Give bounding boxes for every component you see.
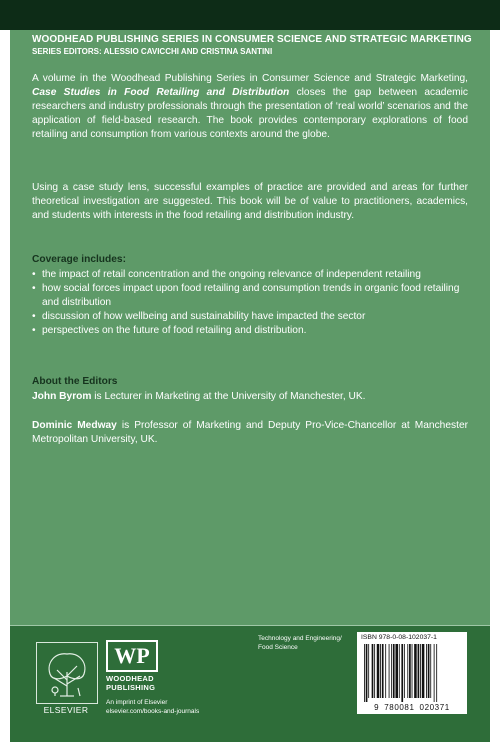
barcode-bar [422, 644, 425, 698]
coverage-item: • discussion of how wellbeing and sustainability have impacted the sector [32, 310, 468, 324]
coverage-item: • perspectives on the future of food retailing and distribution. [32, 324, 468, 338]
barcode-bar [418, 644, 420, 698]
intro-after: closes the gap between academic researchers and industry professionals through the presentation of ‘real world’ scenarios and the application of field-based research. The book provides contemporary explorations of food retailing and consumption from various contexts around the globe. [32, 87, 468, 140]
barcode-bar [420, 644, 421, 698]
description-paragraph: Using a case study lens, successful examples of practice are provided and areas for further theoretical investigation are suggested. This book will be of value to practitioners, academics, and students with interests in the food retailing and distribution industry. [32, 182, 468, 221]
barcode-bars [363, 644, 461, 702]
imprint-line: An imprint of Elsevier [106, 699, 168, 706]
barcode-bar [377, 644, 380, 698]
intro-paragraph [32, 72, 468, 142]
editor-name: Dominic Medway [32, 420, 117, 431]
barcode-digit-group: 9 [374, 703, 380, 712]
barcode-bar [385, 644, 386, 698]
barcode-bar [436, 644, 437, 702]
subject-line: Technology and Engineering/ [258, 635, 342, 642]
elsevier-label: ELSEVIER [43, 705, 89, 715]
elsevier-logo [36, 642, 98, 704]
barcode-bar [368, 644, 369, 698]
barcode-bar [404, 644, 405, 698]
woodhead-name-line: WOODHEAD [106, 674, 154, 683]
series-title: WOODHEAD PUBLISHING SERIES IN CONSUMER SCIENCE AND STRATEGIC MARKETING [32, 34, 472, 45]
editor-bio [32, 390, 468, 404]
book-title: Case Studies in Food Retailing and Distribution [32, 87, 290, 98]
barcode-bar [366, 644, 368, 702]
coverage-list [32, 268, 468, 338]
barcode-bar [395, 644, 398, 698]
barcode-bar [364, 644, 365, 702]
series-editors: SERIES EDITORS: ALESSIO CAVICCHI AND CRISTINA SANTINI [32, 47, 273, 56]
barcode-bar [391, 644, 392, 698]
barcode-bar [428, 644, 430, 698]
subject-line: Food Science [258, 644, 298, 651]
isbn-text: ISBN 978-0-08-102037-1 [361, 634, 437, 641]
barcode-bar [382, 644, 384, 698]
editor-bio [32, 419, 468, 447]
imprint-info [106, 698, 199, 716]
barcode-bar [374, 644, 375, 698]
barcode-digits [357, 703, 467, 712]
elsevier-tree-icon [40, 646, 94, 700]
barcode-bar [399, 644, 400, 698]
barcode-bar [414, 644, 417, 698]
barcode-bar [389, 644, 390, 698]
barcode-bar [434, 644, 435, 702]
woodhead-name-line: PUBLISHING [106, 683, 156, 692]
intro-before: A volume in the Woodhead Publishing Series in Consumer Science and Strategic Marketing, [32, 73, 468, 84]
barcode-bar [380, 644, 381, 698]
isbn-barcode [357, 632, 467, 714]
woodhead-name [106, 674, 155, 692]
subject-category [258, 634, 342, 652]
barcode-bar [407, 644, 408, 698]
top-bar [0, 0, 500, 30]
coverage-item: • the impact of retail concentration and the ongoing relevance of independent retailing [32, 268, 468, 282]
coverage-item: • how social forces impact upon food retailing and consumption trends in organic food retailing and distribution [32, 282, 468, 310]
barcode-bar [372, 644, 374, 698]
barcode-bar [409, 644, 411, 698]
editor-name: John Byrom [32, 391, 92, 402]
barcode-bar [430, 644, 431, 698]
barcode-bar [426, 644, 427, 698]
barcode-bar [401, 644, 403, 702]
editor-text: is Lecturer in Marketing at the University of Manchester, UK. [91, 391, 366, 402]
editor-text: is Professor of Marketing and Deputy Pro-Vice-Chancellor at Manchester Metropolitan University, UK. [32, 420, 468, 445]
barcode-bar [412, 644, 413, 698]
coverage-heading: Coverage includes: [32, 254, 126, 265]
barcode-digit-group: 780081 [384, 703, 415, 712]
barcode-bar [393, 644, 395, 698]
barcode-digit-group: 020371 [419, 703, 450, 712]
editors-heading: About the Editors [32, 376, 118, 387]
woodhead-logo: WP [106, 640, 158, 672]
imprint-url: elsevier.com/books-and-journals [106, 708, 200, 715]
